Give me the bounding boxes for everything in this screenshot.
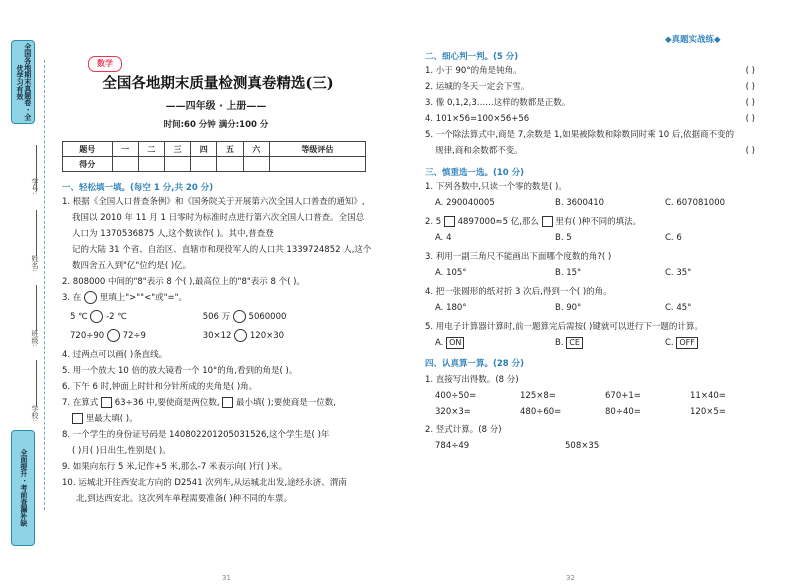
question-line: 数四舍五入到"亿"位约是( )亿。 [72,261,192,271]
field-student-id: 学号: [31,178,39,195]
score-input-cell[interactable] [138,157,164,172]
option-letter: C. [665,338,674,348]
compare-left: 5 ℃ [70,312,88,322]
judge-item [425,79,755,95]
question-text: 3. 像 0,1,2,3……这样的数都是正数。 [425,98,571,108]
question-text: 最小填( );要使商是一位数, [236,398,336,408]
field-line [36,210,37,256]
option-b[interactable] [555,335,665,351]
ce-key-icon: CE [566,337,583,349]
page-title: 全国各地期末质量检测真卷精选(三) [102,75,334,92]
option-b[interactable]: B. 15° [555,268,582,278]
vertical-calc-item: 784÷49 [435,441,470,451]
table-cell: 一 [112,142,138,157]
field-line [36,285,37,331]
compare-row [62,328,372,344]
question-text: 规律,商和余数都不变。 [435,146,523,156]
vertical-calc-row [425,438,765,454]
table-cell: 二 [138,142,164,157]
option-b[interactable]: B. 5 [555,233,572,243]
score-input-cell[interactable] [112,157,138,172]
section-heading: 四、认真算一算。(28 分) [425,359,525,369]
score-input-cell[interactable] [191,157,217,172]
question-line: 人口为 1370536875 人,这个数读作( )。其中,普查登 [72,229,274,239]
option-a[interactable]: A. 105° [435,268,467,278]
table-cell: 六 [243,142,269,157]
judge-item: 5. 一个除法算式中,商是 7,余数是 1,如果被除数和除数同时乘 10 后,依据商不变的 [425,130,735,140]
table-cell: 题号 [63,142,113,157]
question-line [62,411,372,427]
time-score-label: 时间:60 分钟 满分:100 分 [163,120,269,130]
calc-item: 11×40= [690,391,726,401]
calc-item: 125×8= [520,391,556,401]
answer-paren[interactable]: ( ) [745,114,755,124]
on-key-icon: ON [446,337,464,349]
calc-item: 80÷40= [605,407,641,417]
question-text: 63÷36 中,要使商是两位数, [114,398,220,408]
question-line: 2. 808000 中间的"8"表示 8 个( ),最高位上的"8"表示 8 个( )。 [62,277,305,287]
question-text: 4897000≈5 亿,那么 [457,217,539,227]
binding-cut-line [44,60,45,510]
answer-circle[interactable] [234,329,247,342]
option-b[interactable]: B. 3600410 [555,198,605,208]
table-row [63,142,366,157]
question-text: 2. 运城的冬天一定会下雪。 [425,82,530,92]
score-input-cell[interactable] [269,157,365,172]
field-name: 姓名: [31,255,39,272]
question-line: 8. 一个学生的身份证号码是 140802201205031526,这个学生是( )年 [62,430,330,440]
answer-box[interactable] [542,216,553,227]
answer-box[interactable] [444,216,455,227]
off-key-icon: OFF [676,337,698,349]
question-text: 2. 5 [425,217,442,227]
question-line: 北,到达西安北。这次列车单程需要准备( )种不同的车票。 [76,494,293,504]
compare-left: 30×12 [202,331,232,341]
question-line: ( )月( )日出生,性别是( )。 [72,446,171,456]
table-cell: 得分 [63,157,113,172]
answer-box[interactable] [72,413,83,424]
option-c[interactable]: C. 607081000 [665,198,726,208]
binding-strip [0,0,50,585]
field-line [36,360,37,406]
field-school: 学校: [31,405,39,422]
sub-question: 1. 直接写出得数。(8 分) [425,375,519,385]
option-letter: B. [555,338,564,348]
question-line: 10. 运城北开往西安北方向的 D2541 次列车,从运城北出发,途经永济、渭南 [62,478,347,488]
judge-item [425,95,755,111]
option-c[interactable] [665,338,698,348]
choice-options [425,195,765,211]
table-row [63,157,366,172]
answer-paren[interactable]: ( ) [745,82,755,92]
question-line: 9. 如果向东行 5 米,记作+5 米,那么-7 米表示向( )行( )米。 [62,462,288,472]
question-text: 1. 小于 90°的角是钝角。 [425,66,522,76]
judge-item [425,111,755,127]
section-2-body [425,63,755,159]
option-a[interactable]: A. 290040005 [435,198,495,208]
score-input-cell[interactable] [217,157,243,172]
answer-circle[interactable] [90,310,103,323]
answer-paren[interactable]: ( ) [745,146,755,156]
compare-right: 5060000 [248,312,287,322]
field-line [36,145,37,191]
calc-item: 320×3= [435,407,471,417]
page-number: 31 [222,574,231,582]
choice-question: 4. 把一张圆形的纸对折 3 次后,得到一个( )的角。 [425,287,612,297]
choice-options [425,265,765,281]
answer-circle[interactable] [107,329,120,342]
compare-right: 72÷9 [122,331,146,341]
answer-box[interactable] [101,397,112,408]
compare-right: 120×30 [249,331,285,341]
answer-circle[interactable] [233,310,246,323]
section-4-body [425,372,765,454]
question-line: 1. 根据《全国人口普查条例》和《国务院关于开展第六次全国人口普查的通知》, [62,197,365,207]
table-cell: 三 [164,142,190,157]
table-cell: 等级评估 [269,142,365,157]
score-table [62,141,366,172]
question-text: 里填上">""<"或"="。 [99,293,188,303]
subject-badge: 数学 [88,56,122,72]
question-text: 7. 在算式 [62,398,99,408]
judge-item [425,143,755,159]
compare-row [62,309,372,325]
option-a[interactable]: A. 4 [435,233,452,243]
option-c[interactable]: C. 35° [665,268,692,278]
page-number: 32 [566,574,575,582]
answer-box[interactable] [222,397,233,408]
choice-question: 3. 利用一副三角尺不能画出下面哪个度数的角?( ) [425,252,612,262]
calc-item: 480÷60= [520,407,562,417]
calc-row [425,388,765,404]
calc-item: 670+1= [605,391,641,401]
field-class: 班级: [31,330,39,347]
table-cell: 五 [217,142,243,157]
option-a[interactable]: A. 180° [435,303,467,313]
choice-options [425,300,765,316]
choice-options [425,230,765,246]
calc-item: 120×5= [690,407,726,417]
choice-question: 1. 下列各数中,只读一个零的数是( )。 [425,182,567,192]
choice-question: 5. 用电子计算器计算时,前一题算完后需按( )键就可以进行下一题的计算。 [425,322,703,332]
compare-left: 506 万 [202,312,231,322]
binding-tag-top: 全国各地期末真题卷 · 全优学习有效 [11,40,35,124]
section-heading: 二、细心判一判。(5 分) [425,52,519,62]
section-1-body [62,194,372,507]
option-letter: A. [435,338,444,348]
vertical-calc-item: 508×35 [565,441,600,451]
answer-circle[interactable] [84,291,97,304]
compare-left: 720÷90 [70,331,105,341]
grade-label: ——四年级 · 上册—— [165,101,267,112]
score-input-cell[interactable] [243,157,269,172]
calc-row [425,404,765,420]
practice-badge: ◆真题实战练◆ [665,35,721,45]
calc-item: 400÷50= [435,391,477,401]
answer-paren[interactable]: ( ) [745,98,755,108]
option-a[interactable] [435,335,555,351]
question-line: 我国以 2010 年 11 月 1 日零时为标准时点进行第六次全国人口普查。全国总 [72,213,365,223]
question-text: 里最大填( )。 [85,414,138,424]
sub-question: 2. 竖式计算。(8 分) [425,425,502,435]
question-line: 记的大陆 31 个省、自治区、直辖市和现役军人的人口共 1339724852 人,这个 [72,245,372,255]
option-c[interactable]: C. 45° [665,303,692,313]
compare-right: -2 ℃ [106,312,127,322]
question-text: 3. 在 [62,293,82,303]
table-cell: 四 [191,142,217,157]
question-text: 4. 101×56=100×56+56 [425,114,530,124]
binding-tag-bottom: 全面提升 · 考前查漏补缺 [11,430,35,546]
section-heading: 一、轻松填一填。(每空 1 分,共 20 分) [62,183,214,193]
judge-item [425,63,755,79]
question-text: 里有( )种不同的填法。 [555,217,642,227]
question-line [62,395,372,411]
answer-paren[interactable]: ( ) [745,66,755,76]
question-line: 5. 用一个放大 10 倍的放大镜看一个 10°的角,看到的角是( )。 [62,366,298,376]
score-input-cell[interactable] [164,157,190,172]
section-heading: 三、慎重选一选。(10 分) [425,168,525,178]
question-line: 4. 过两点可以画( )条直线。 [62,350,168,360]
choice-options [425,335,765,351]
option-c[interactable]: C. 6 [665,233,682,243]
option-b[interactable]: B. 90° [555,303,582,313]
section-3-body [425,179,765,351]
choice-question [425,214,765,230]
question-line [62,290,372,306]
question-line: 6. 下午 6 时,钟面上时针和分针所成的夹角是( )角。 [62,382,258,392]
